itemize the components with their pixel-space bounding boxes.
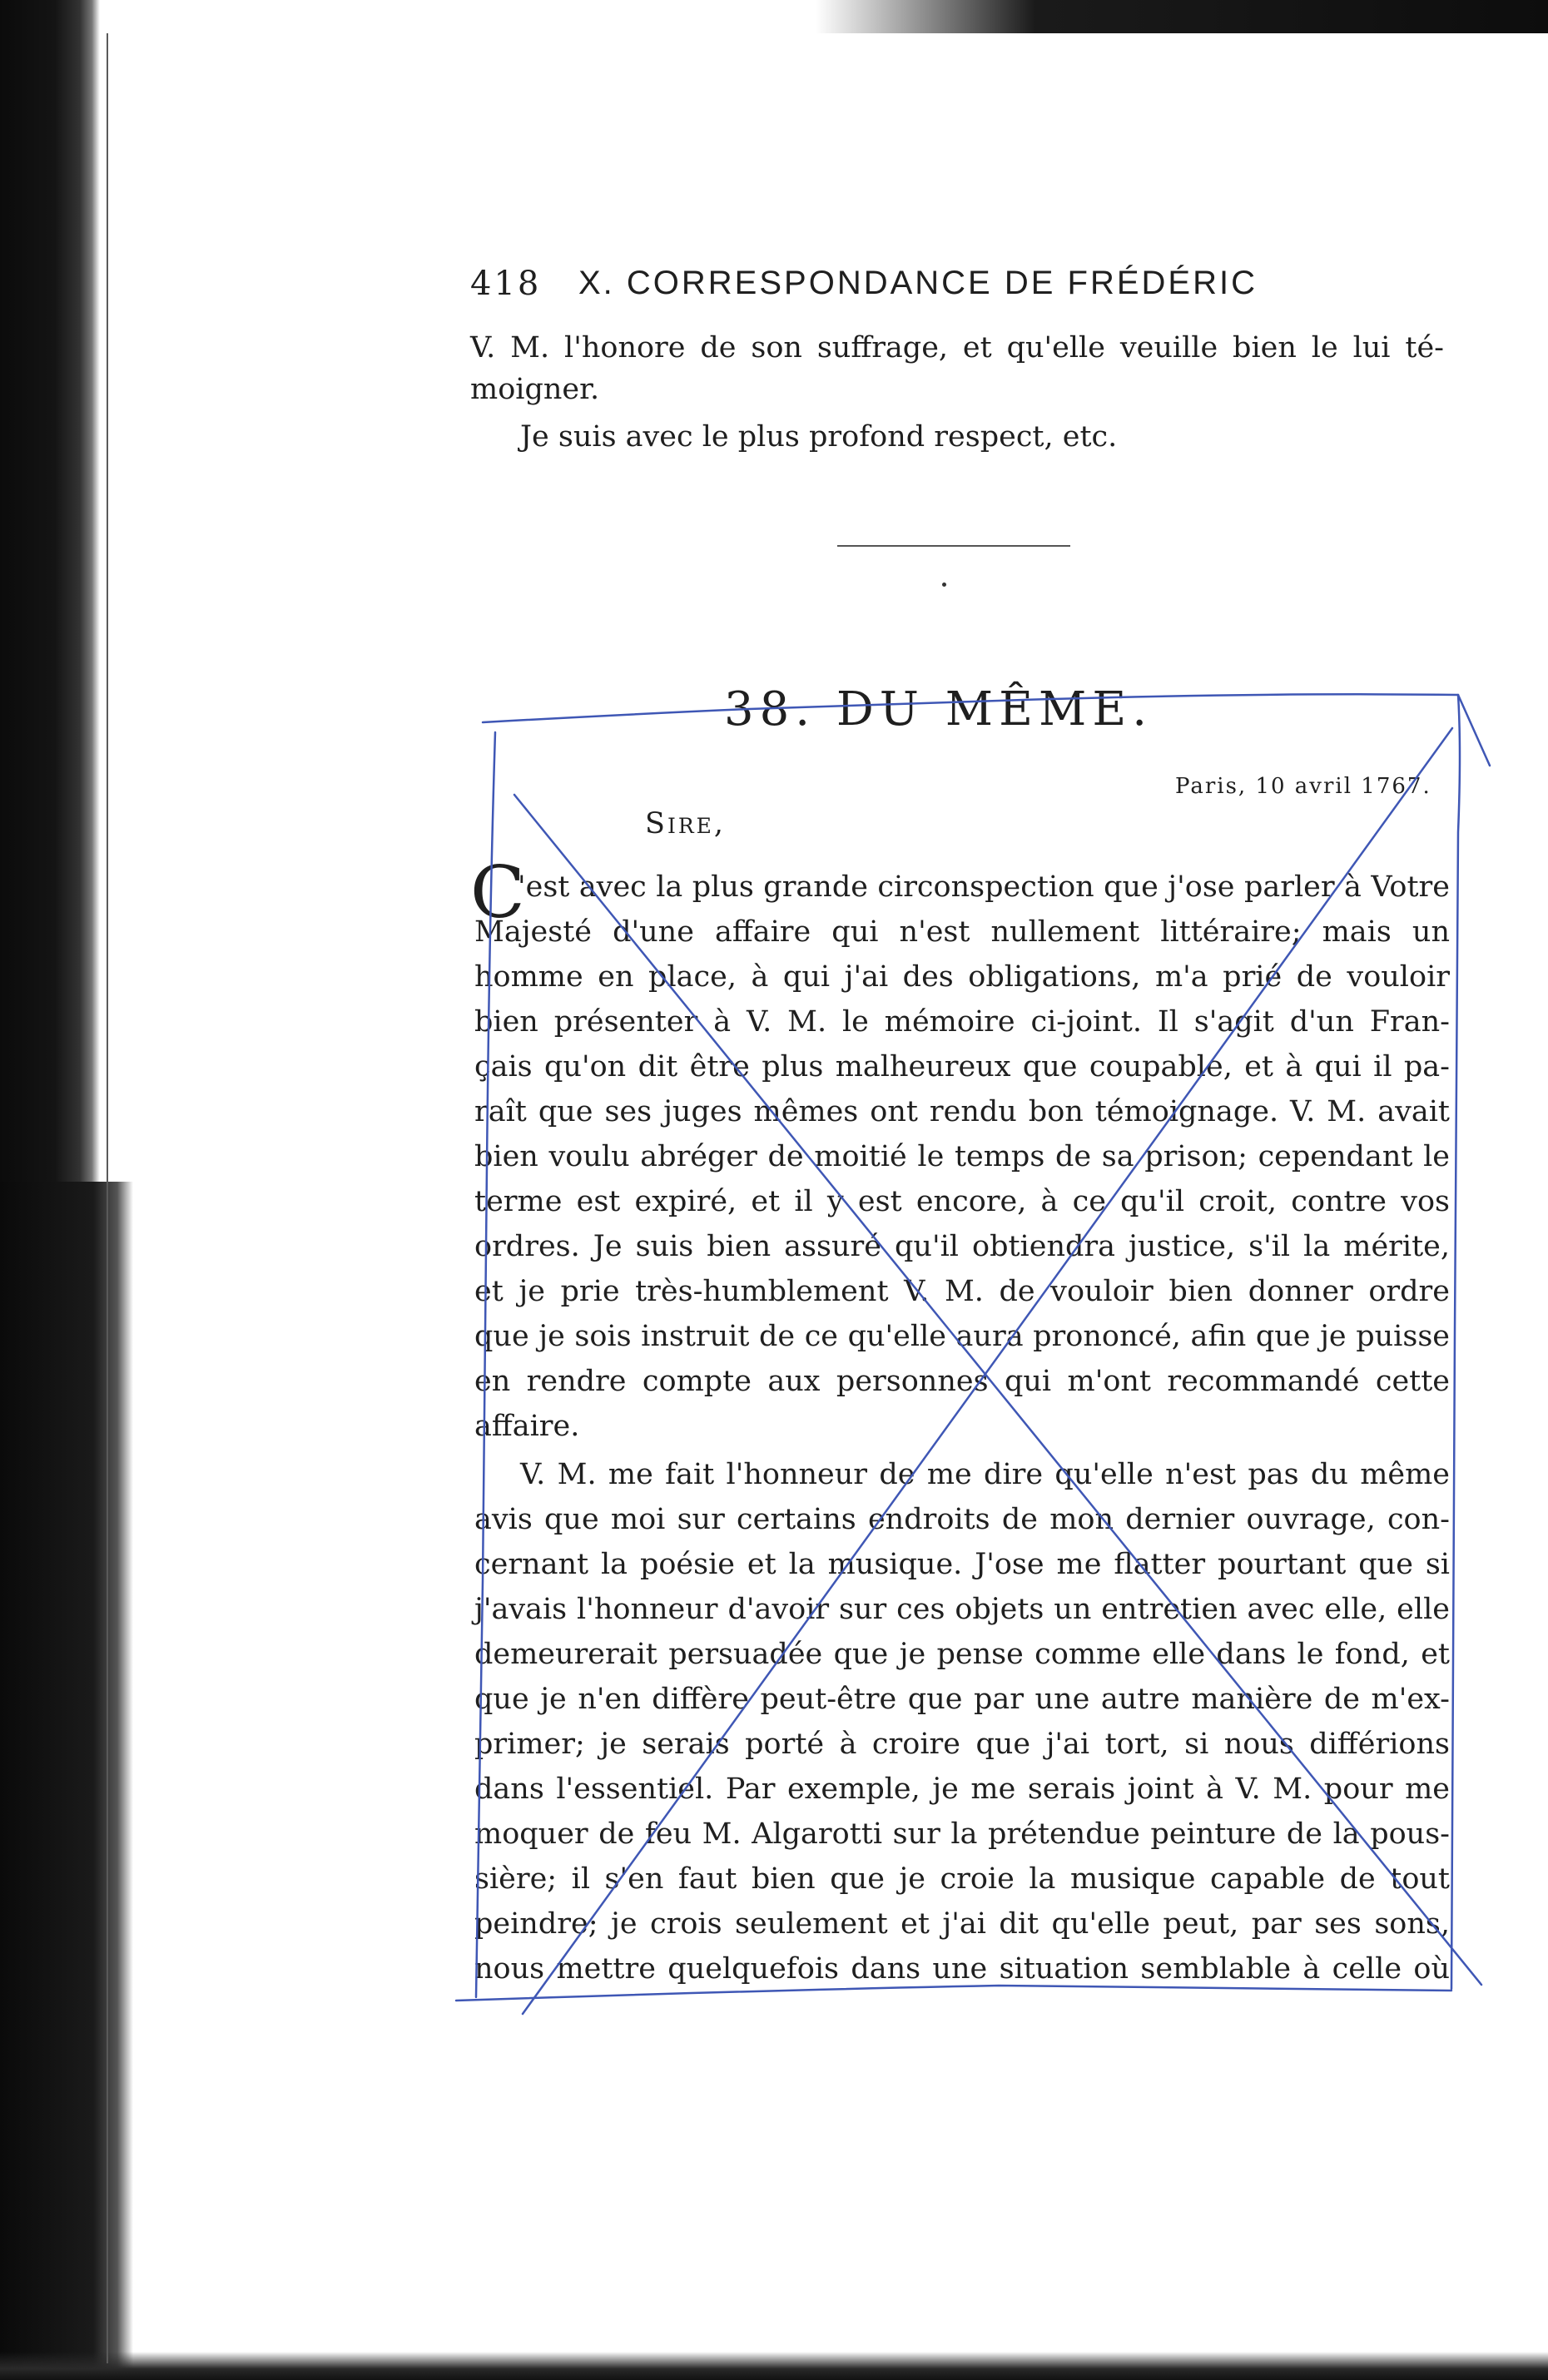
paragraph-line: bien présenter à V. M. le mémoire ci-joint. Il s'agit d'un Fran- — [474, 1005, 1450, 1039]
scan-shadow-bottom — [0, 2352, 1548, 2380]
paragraph-line: ordres. Je suis bien assuré qu'il obtiendra justice, s'il la mérite, — [474, 1230, 1450, 1263]
paragraph-line: dans l'essentiel. Par exemple, je me serais joint à V. M. pour me — [474, 1773, 1450, 1806]
paragraph-line: j'avais l'honneur d'avoir sur ces objets un entretien avec elle, elle — [474, 1593, 1450, 1626]
section-divider — [837, 545, 1070, 547]
paragraph-line: raît que ses juges mêmes ont rendu bon témoignage. V. M. avait — [474, 1095, 1450, 1128]
page-number: 418 — [470, 265, 542, 303]
paragraph-line: cernant la poésie et la musique. J'ose me flatter pourtant que si — [474, 1548, 1450, 1581]
paragraph-line: que je n'en diffère peut-être que par une autre manière de m'ex- — [474, 1683, 1450, 1716]
paragraph-line: 'est avec la plus grande circonspection que j'ose parler à Votre — [518, 870, 1450, 904]
letter-dateline: Paris, 10 avril 1767. — [1175, 774, 1431, 799]
paragraph-line: homme en place, à qui j'ai des obligations, m'a prié de vouloir — [474, 960, 1450, 994]
paragraph-line: peindre; je crois seulement et j'ai dit qu'elle peut, par ses sons, — [474, 1907, 1450, 1941]
drop-cap: C — [470, 851, 525, 935]
scan-shadow-top — [816, 0, 1548, 33]
previous-letter-line: moigner. — [470, 373, 600, 406]
paragraph-line: primer; je serais porté à croire que j'ai tort, si nous différions — [474, 1728, 1450, 1761]
pen-bracket-right — [1451, 695, 1460, 1989]
pen-bracket-bottom — [456, 1986, 1451, 2001]
paragraph-line: en rendre compte aux personnes qui m'ont recommandé cette — [474, 1365, 1450, 1398]
pen-tick — [1458, 695, 1490, 766]
paragraph-line: V. M. me fait l'honneur de me dire qu'elle n'est pas du même — [520, 1458, 1450, 1491]
paragraph-line: demeurerait persuadée que je pense comme elle dans le fond, et — [474, 1638, 1450, 1671]
paragraph-line: affaire. — [474, 1410, 580, 1443]
running-head — [470, 265, 1319, 306]
paragraph-line: bien voulu abréger de moitié le temps de sa prison; cependant le — [474, 1140, 1450, 1173]
salutation: Sire, — [645, 807, 727, 840]
letter-heading: 38. DU MÊME. — [724, 682, 1153, 736]
paragraph-line: Majesté d'une affaire qui n'est nullement littéraire; mais un — [474, 915, 1450, 949]
paragraph-line: sière; il s'en faut bien que je croie la musique capable de tout — [474, 1862, 1450, 1896]
scan-shadow-left-lower — [0, 1182, 133, 2380]
paragraph-line: çais qu'on dit être plus malheureux que coupable, et à qui il pa- — [474, 1050, 1450, 1083]
divider-dot — [942, 583, 946, 587]
paragraph-line: terme est expiré, et il y est encore, à ce qu'il croit, contre vos — [474, 1185, 1450, 1218]
paragraph-line: avis que moi sur certains endroits de mon dernier ouvrage, con- — [474, 1503, 1450, 1536]
page-edge — [107, 33, 108, 2363]
paragraph-line: et je prie très-humblement V. M. de vouloir bien donner ordre — [474, 1275, 1450, 1308]
paragraph-line: que je sois instruit de ce qu'elle aura prononcé, afin que je puisse — [474, 1320, 1450, 1353]
section-title: X. CORRESPONDANCE DE FRÉDÉRIC — [578, 265, 1258, 301]
previous-letter-line: V. M. l'honore de son suffrage, et qu'elle veuille bien le lui té- — [470, 331, 1444, 364]
paragraph-line: nous mettre quelquefois dans une situation semblable à celle où — [474, 1952, 1450, 1986]
paragraph-line: moquer de feu M. Algarotti sur la prétendue peinture de la pous- — [474, 1817, 1450, 1851]
previous-letter-closing: Je suis avec le plus profond respect, etc. — [520, 420, 1118, 454]
